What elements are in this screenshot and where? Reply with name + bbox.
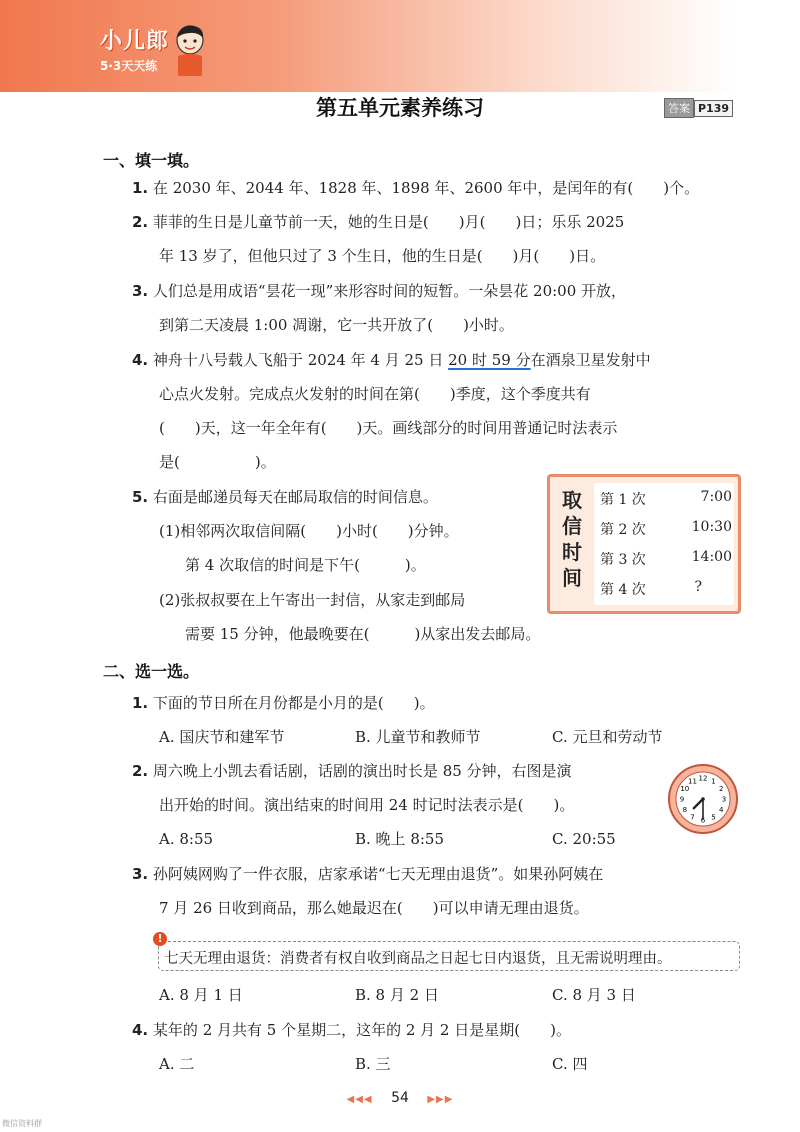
option-a: A. 8:55: [159, 830, 214, 848]
question-1-4: 4. 神舟十八号载人飞船于 2024 年 4 月 25 日 20 时 59 分在酒泉卫星发射中: [132, 351, 651, 369]
clock-numeral: 7: [690, 813, 695, 822]
table-heading: 取 信 时 间: [562, 488, 582, 590]
question-2-3-cont: 7 月 26 日收到商品，那么她最迟在( )可以申请无理由退货。: [159, 899, 589, 917]
question-1-5-part1b: 第 4 次取信的时间是下午( )。: [185, 556, 426, 574]
clock-numeral: 5: [711, 813, 716, 822]
page-number: 54: [391, 1090, 409, 1106]
watermark: 微信资料群: [2, 1119, 42, 1128]
option-b: B. 三: [355, 1055, 391, 1073]
question-1-4-line2: 心点火发射。完成点火发射的时间在第( )季度，这个季度共有: [159, 385, 591, 403]
table-row: 第 1 次 7:00: [600, 489, 732, 508]
question-2-3: 3. 孙阿姨网购了一件衣服，店家承诺“七天无理由退货”。如果孙阿姨在: [132, 865, 604, 883]
section-heading-fill: 一、填一填。: [103, 151, 200, 170]
table-row: 第 3 次 14:00: [600, 549, 732, 568]
brand-logo: [100, 24, 169, 74]
question-1-2: 2. 菲菲的生日是儿童节前一天，她的生日是( )月( )日；乐乐 2025: [132, 213, 625, 231]
clock-icon: [666, 762, 740, 836]
option-b: B. 晚上 8:55: [355, 830, 445, 848]
prev-arrows-icon: ◀◀◀: [346, 1094, 373, 1105]
table-body: [594, 483, 734, 605]
section-heading-choose: 二、选一选。: [103, 662, 200, 681]
page-title: 第五单元素养练习: [316, 96, 484, 120]
clock-numeral: 11: [688, 777, 697, 786]
mascot-icon: [172, 24, 208, 76]
clock-numeral: 6: [700, 816, 706, 825]
question-1-5-part1: (1)相邻两次取信间隔( )小时( )分钟。: [159, 522, 459, 540]
clock-numeral: 3: [721, 795, 727, 804]
question-2-2: 2. 周六晚上小凯去看话剧，话剧的演出时长是 85 分钟，右图是演: [132, 762, 572, 780]
warning-icon: !: [153, 932, 167, 946]
question-1-5-part2b: 需要 15 分钟，他最晚要在( )从家出发去邮局。: [185, 625, 541, 643]
question-1-1: 1. 在 2030 年、2044 年、1828 年、1898 年、2600 年中，是闰年的有( )个。: [132, 179, 700, 197]
clock-numeral: 10: [680, 785, 690, 793]
question-1-4-line4: 是( )。: [159, 453, 276, 471]
question-2-1: 1. 下面的节日所在月份都是小月的是( )。: [132, 694, 435, 712]
option-c: C. 8 月 3 日: [552, 986, 636, 1004]
table-row: 第 4 次 ?: [600, 579, 702, 598]
clock-numeral: 2: [718, 785, 724, 793]
option-b: B. 儿童节和教师节: [355, 728, 481, 746]
option-a: A. 国庆节和建军节: [159, 728, 285, 746]
clock-numeral: 9: [679, 795, 685, 804]
question-1-5-part2: (2)张叔叔要在上午寄出一封信，从家走到邮局: [159, 591, 466, 609]
option-a: A. 二: [159, 1055, 195, 1073]
option-b: B. 8 月 2 日: [355, 986, 439, 1004]
question-1-3: 3. 人们总是用成语“昙花一现”来形容时间的短暂。一朵昙花 20:00 开放，: [132, 282, 627, 300]
answer-page: P139: [694, 100, 733, 117]
question-1-2-cont: 年 13 岁了，但他只过了 3 个生日，他的生日是( )月( )日。: [159, 247, 606, 265]
brand-main: 小儿郎: [100, 29, 170, 54]
clock-numeral: 8: [682, 806, 688, 814]
clock-numeral: 12: [698, 774, 708, 783]
option-c: C. 元旦和劳动节: [552, 728, 663, 746]
answer-badge: [664, 98, 733, 118]
clock-numeral: 1: [711, 777, 716, 786]
tip-text: 七天无理由退货：消费者有权自收到商品之日起七日内退货，且无需说明理由。: [164, 951, 672, 967]
question-2-4: 4. 某年的 2 月共有 5 个星期二，这年的 2 月 2 日是星期( )。: [132, 1021, 571, 1039]
question-2-2-cont: 出开始的时间。演出结束的时间用 24 时记时法表示是( )。: [159, 796, 575, 814]
answer-label: 答案: [664, 98, 694, 118]
question-1-5: 5. 右面是邮递员每天在邮局取信的时间信息。: [132, 488, 438, 506]
next-arrows-icon: ▶▶▶: [427, 1094, 454, 1105]
question-1-3-cont: 到第二天凌晨 1:00 凋谢，它一共开放了( )小时。: [159, 316, 514, 334]
option-c: C. 20:55: [552, 830, 616, 848]
page-footer: [0, 1090, 800, 1106]
brand-sub: 5·3天天练: [100, 59, 158, 73]
tip-box: [157, 932, 740, 971]
underlined-time: 20 时 59 分: [448, 351, 531, 369]
table-row: 第 2 次 10:30: [600, 519, 732, 538]
clock-numeral: 4: [718, 806, 724, 814]
pickup-time-table: [547, 474, 741, 614]
option-c: C. 四: [552, 1055, 588, 1073]
question-1-4-line3: ( )天，这一年全年有( )天。画线部分的时间用普通记时法表示: [159, 419, 618, 437]
option-a: A. 8 月 1 日: [159, 986, 243, 1004]
